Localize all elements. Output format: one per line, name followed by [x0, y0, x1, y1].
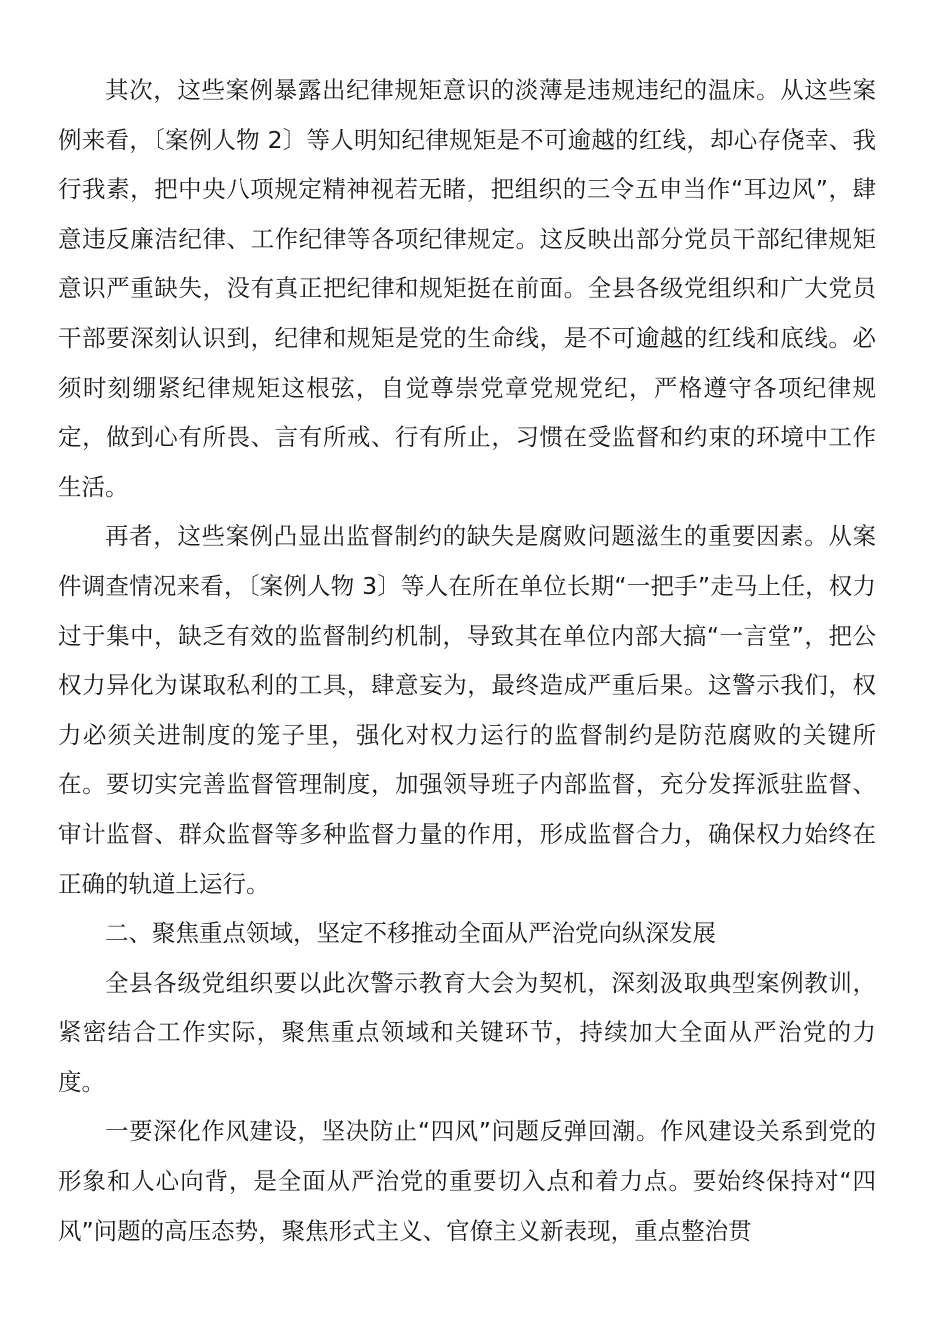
paragraph-discipline-awareness: 其次，这些案例暴露出纪律规矩意识的淡薄是违规违纪的温床。从这些案例来看，〔案例人物 2〕等人明知纪律规矩是不可逾越的红线，却心存侥幸、我行我素，把中央八项规定精神视若无睹，把组织的三令五申当作“耳边风”，肆意违反廉洁纪律、工作纪律等各项纪律规定。这反映出部分党员干部纪律规矩意识严重缺失，没有真正把纪律和规矩挺在前面。全县各级党组织和广大党员干部要深刻认识到，纪律和规矩是党的生命线，是不可逾越的红线和底线。必须时刻绷紧纪律规矩这根弦，自觉尊崇党章党规党纪，严格遵守各项纪律规定，做到心有所畏、言有所戒、行有所止，习惯在受监督和约束的环境中工作生活。 — [58, 76, 876, 501]
paragraph-work-style: 一要深化作风建设，坚决防止“四风”问题反弹回潮。作风建设关系到党的形象和人心向背，是全面从严治党的重要切入点和着力点。要始终保持对“四风”问题的高压态势，聚焦形式主义、官僚主义新表现，重点整治贯 — [58, 1117, 876, 1245]
paragraph-party-organizations: 全县各级党组织要以此次警示教育大会为契机，深刻汲取典型案例教训，紧密结合工作实际，聚焦重点领域和关键环节，持续加大全面从严治党的力度。 — [58, 968, 876, 1096]
paragraph-supervision-deficiency: 再者，这些案例凸显出监督制约的缺失是腐败问题滋生的重要因素。从案件调查情况来看，〔案例人物 3〕等人在所在单位长期“一把手”走马上任，权力过于集中，缺乏有效的监督制约机制，导致其在单位内部大搞“一言堂”，把公权力异化为谋取私利的工具，肆意妄为，最终造成严重后果。这警示我们，权力必须关进制度的笼子里，强化对权力运行的监督制约是防范腐败的关键所在。要切实完善监督管理制度，加强领导班子内部监督，充分发挥派驻监督、审计监督、群众监督等多种监督力量的作用，形成监督合力，确保权力始终在正确的轨道上运行。 — [58, 522, 876, 898]
document-body — [58, 66, 876, 1256]
section-heading-two: 二、聚焦重点领域，坚定不移推动全面从严治党向纵深发展 — [105, 919, 716, 948]
